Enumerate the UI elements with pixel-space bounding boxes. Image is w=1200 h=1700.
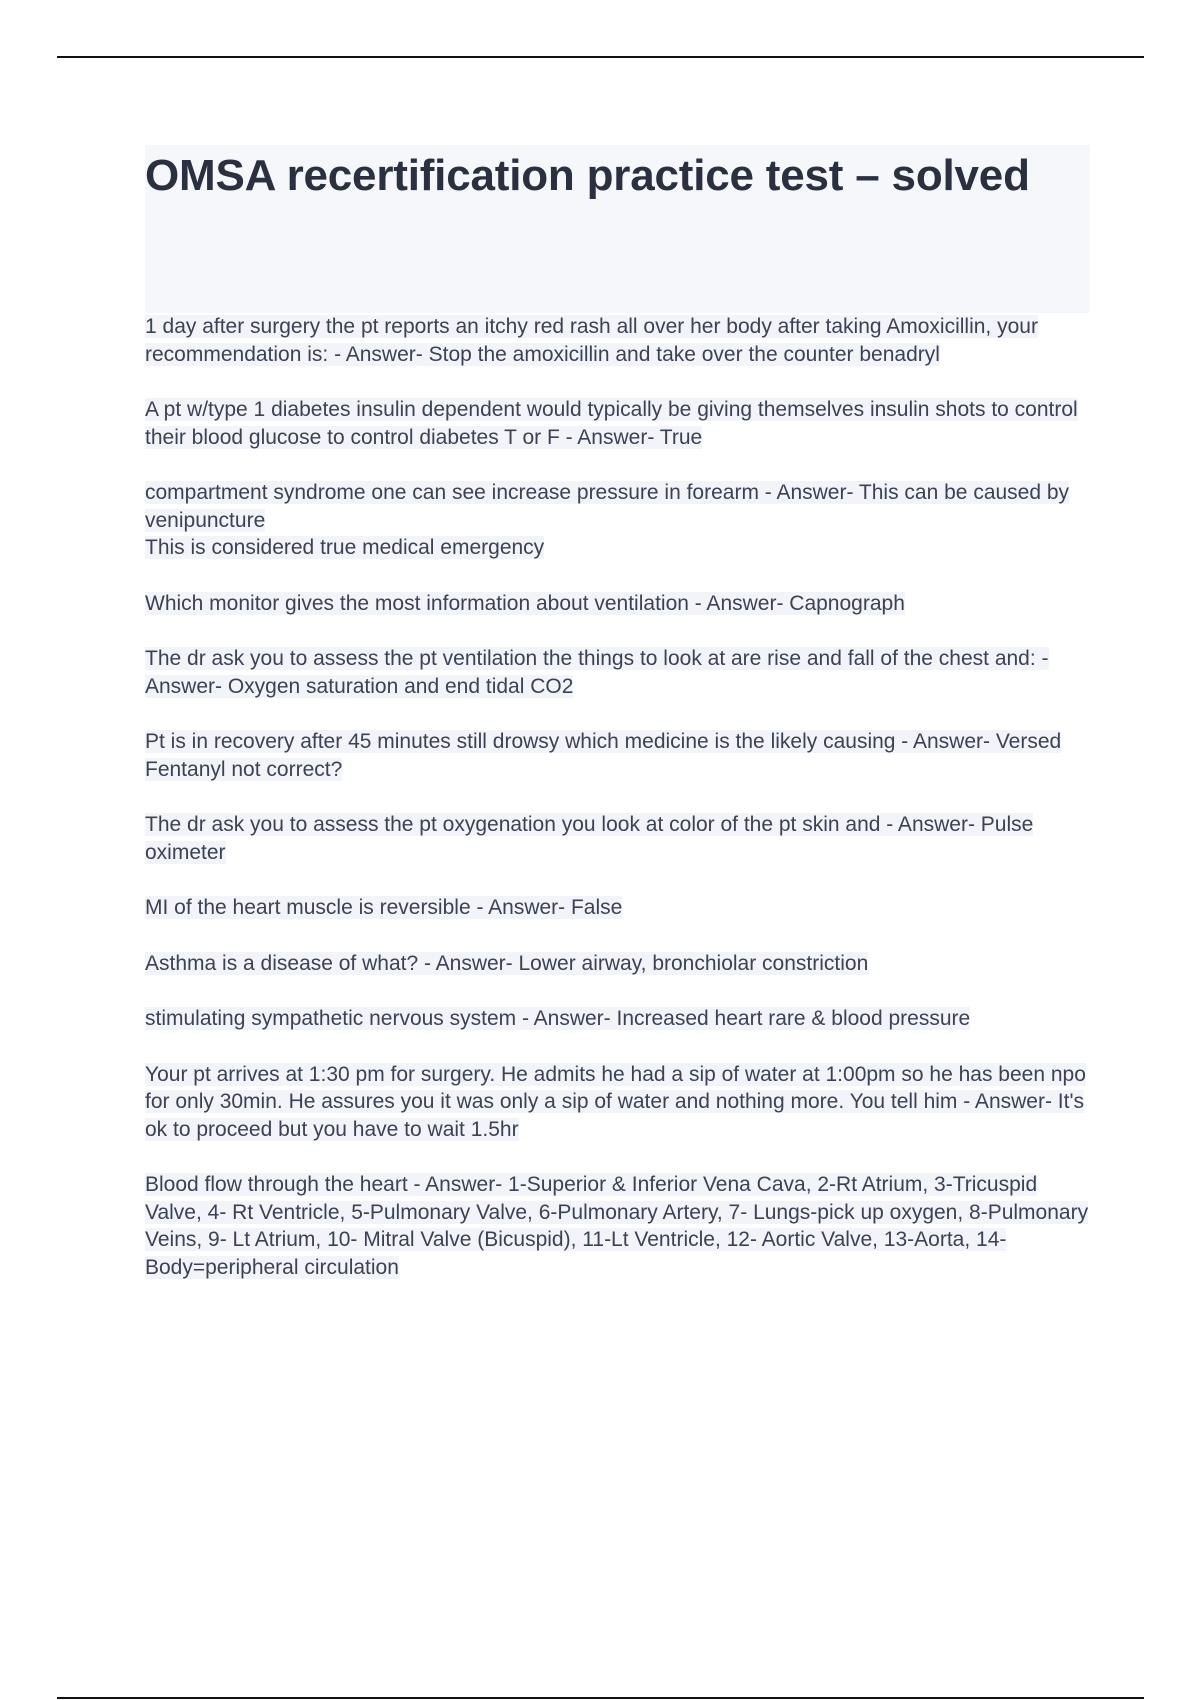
qa-text: Asthma is a disease of what? - Answer- Lower airway, bronchiolar constriction: [145, 951, 869, 975]
qa-text: Fentanyl not correct?: [145, 757, 343, 781]
qa-item: [145, 1005, 1090, 1033]
qa-item: [145, 728, 1090, 783]
document-title: OMSA recertification practice test – solved: [145, 151, 1030, 200]
page-top-rule: [57, 56, 1144, 58]
qa-list: [145, 313, 1090, 1281]
qa-text: stimulating sympathetic nervous system - Answer- Increased heart rare & blood pressure: [145, 1007, 971, 1030]
qa-item: [145, 894, 1090, 922]
qa-item: [145, 1171, 1090, 1281]
qa-text: Blood flow through the heart - Answer- 1-Superior & Inferior Vena Cava, 2-Rt Atrium, 3-Tricuspid Valve, 4- Rt Ventricle, 5-Pulmonary Valve, 6-Pulmonary Artery, 7- Lungs-pick up oxygen, 8-Pulmonary Veins, 9- Lt Atrium, 10- Mitral Valve (Bicuspid), 11-Lt Ventricle, 12- Aortic Valve, 13-Aorta, 14- Body=peripheral circulation: [145, 1173, 1089, 1279]
qa-text: compartment syndrome one can see increase pressure in forearm - Answer- This can be caused by venipuncture: [145, 481, 1070, 532]
document-body: [145, 145, 1090, 1309]
qa-item: [145, 396, 1090, 451]
qa-text: MI of the heart muscle is reversible - Answer- False: [145, 896, 623, 919]
qa-text: The dr ask you to assess the pt oxygenation you look at color of the pt skin and - Answer- Pulse oximeter: [145, 813, 1034, 864]
qa-text: Pt is in recovery after 45 minutes still drowsy which medicine is the likely causing - Answer- Versed: [145, 730, 1062, 753]
qa-item: [145, 590, 1090, 618]
page-bottom-rule: [57, 1697, 1144, 1699]
qa-text: The dr ask you to assess the pt ventilation the things to look at are rise and fall of the chest and: - Answer- Oxygen saturation and end tidal CO2: [145, 647, 1049, 698]
qa-item: [145, 645, 1090, 700]
qa-text: 1 day after surgery the pt reports an itchy red rash all over her body after taking Amoxicillin, your recommendation is: - Answer- Stop the amoxicillin and take over the counter benadryl: [145, 315, 1038, 366]
qa-item: [145, 1061, 1090, 1144]
qa-text: Which monitor gives the most information about ventilation - Answer- Capnograph: [145, 591, 905, 615]
qa-text: This is considered true medical emergency: [145, 536, 545, 559]
qa-item: [145, 313, 1090, 368]
qa-text: A pt w/type 1 diabetes insulin dependent would typically be giving themselves insulin shots to control their blood glucose to control diabetes T or F - Answer- True: [145, 398, 1078, 449]
qa-item: [145, 950, 1090, 978]
qa-item: [145, 811, 1090, 866]
title-block: [145, 145, 1090, 313]
qa-item: [145, 479, 1090, 562]
qa-text: Your pt arrives at 1:30 pm for surgery. He admits he had a sip of water at 1:00pm so he has been npo for only 30min. He assures you it was only a sip of water and nothing more. You tell him - Answer- It's ok to proceed but you have to wait 1.5hr: [145, 1062, 1086, 1141]
